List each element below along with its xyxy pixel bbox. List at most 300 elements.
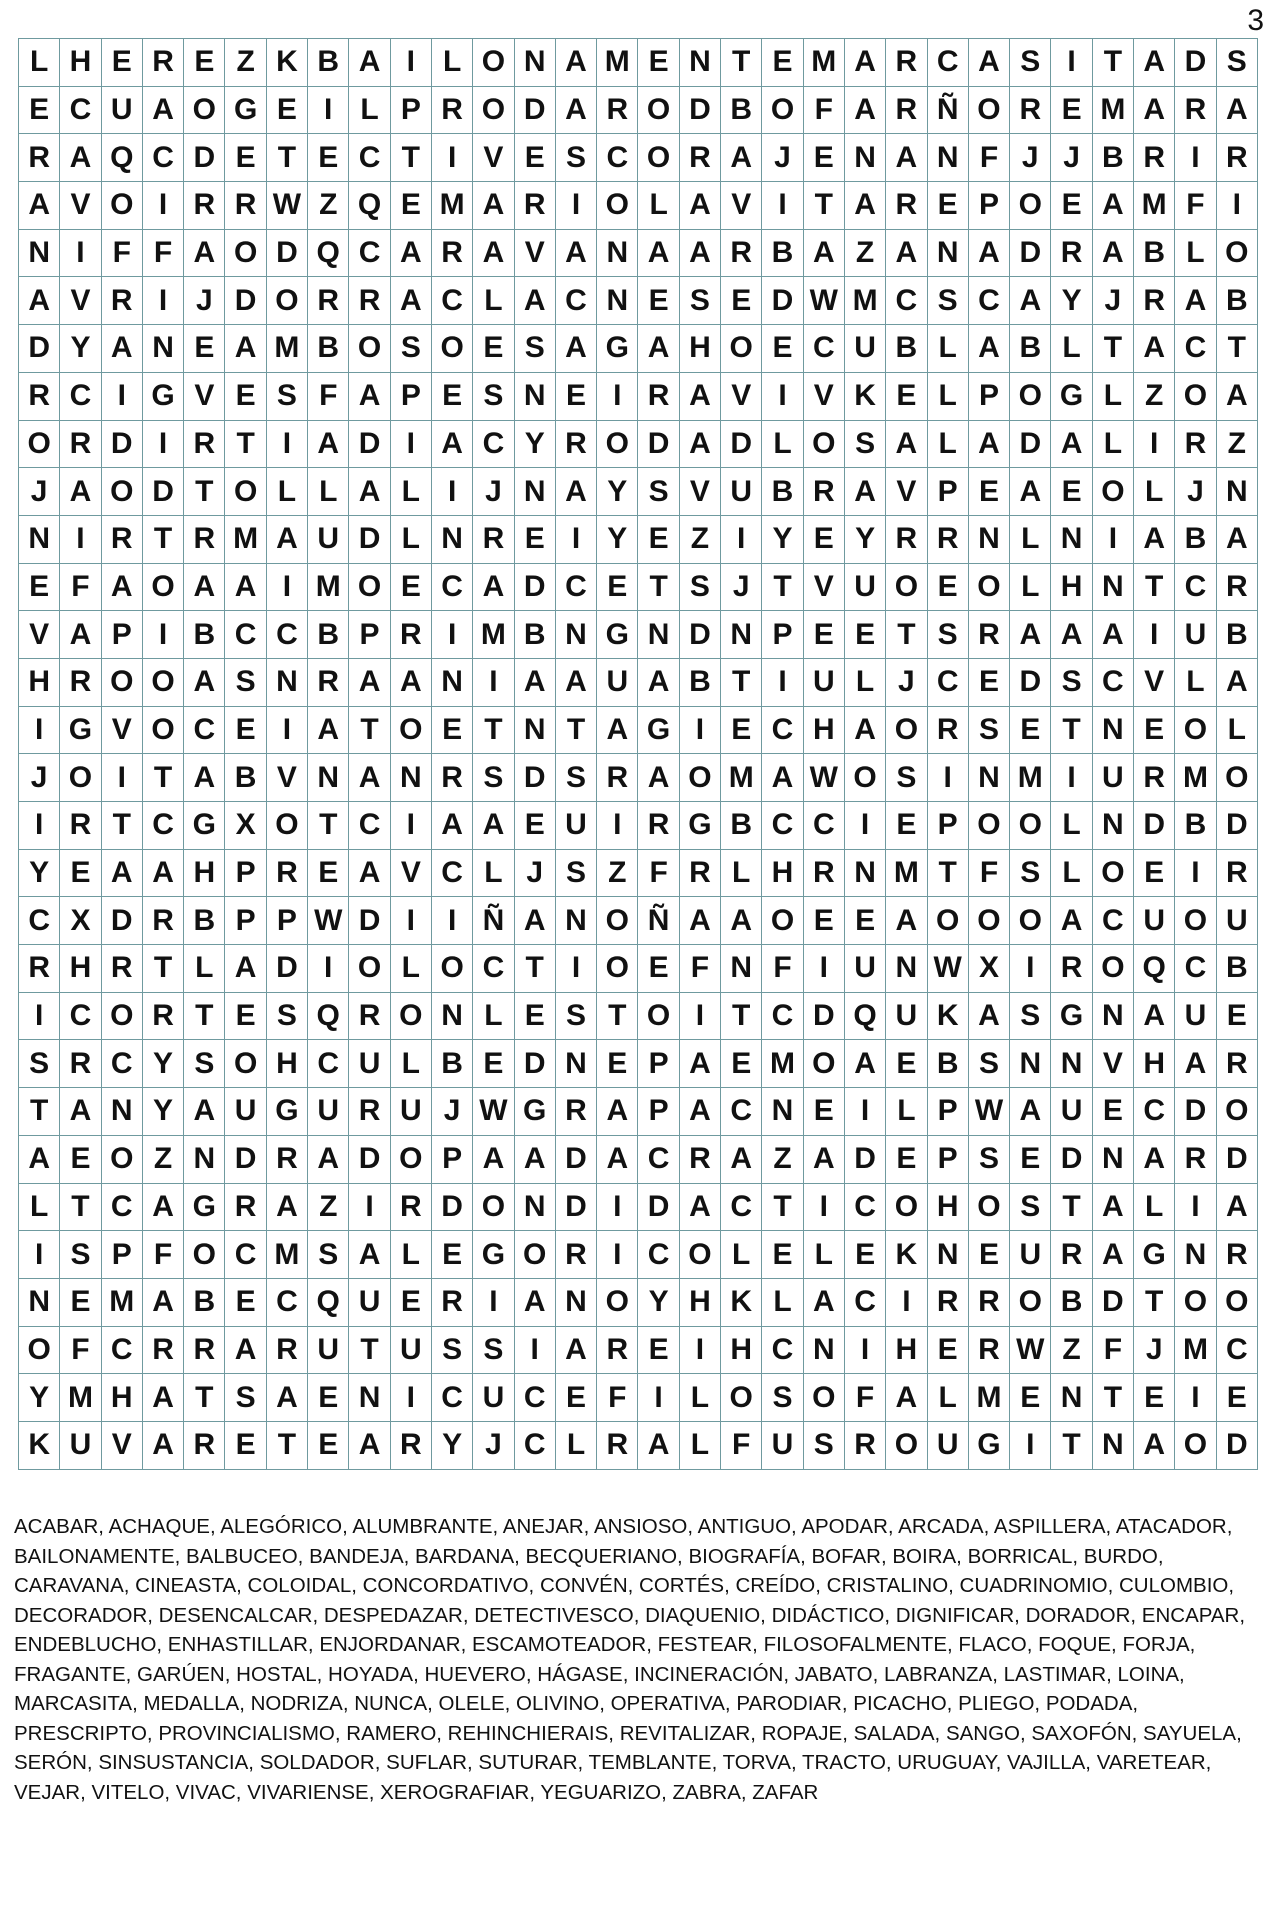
grid-cell[interactable]: I [60, 515, 101, 563]
grid-cell[interactable]: O [225, 468, 266, 516]
grid-cell[interactable]: R [101, 515, 142, 563]
grid-cell[interactable]: E [514, 802, 555, 850]
grid-cell[interactable]: U [927, 1421, 968, 1469]
grid-cell[interactable]: Y [638, 1278, 679, 1326]
grid-cell[interactable]: L [390, 468, 431, 516]
grid-cell[interactable]: R [514, 182, 555, 230]
grid-cell[interactable]: A [555, 658, 596, 706]
grid-cell[interactable]: H [679, 1278, 720, 1326]
grid-cell[interactable]: P [927, 468, 968, 516]
grid-cell[interactable]: Y [142, 1088, 183, 1136]
grid-cell[interactable]: A [679, 1088, 720, 1136]
grid-cell[interactable]: Z [308, 1183, 349, 1231]
grid-cell[interactable]: E [473, 1040, 514, 1088]
grid-cell[interactable]: V [184, 372, 225, 420]
grid-cell[interactable]: E [390, 1278, 431, 1326]
grid-cell[interactable]: T [762, 1183, 803, 1231]
grid-cell[interactable]: G [225, 86, 266, 134]
grid-cell[interactable]: E [60, 849, 101, 897]
grid-cell[interactable]: U [803, 658, 844, 706]
grid-cell[interactable]: A [60, 134, 101, 182]
grid-cell[interactable]: L [473, 849, 514, 897]
grid-cell[interactable]: W [927, 945, 968, 993]
grid-cell[interactable]: E [803, 134, 844, 182]
grid-cell[interactable]: A [184, 754, 225, 802]
grid-cell[interactable]: V [679, 468, 720, 516]
grid-cell[interactable]: D [1092, 1278, 1133, 1326]
grid-cell[interactable]: N [19, 229, 60, 277]
grid-cell[interactable]: E [555, 372, 596, 420]
grid-cell[interactable]: N [927, 1231, 968, 1279]
grid-cell[interactable]: M [60, 1374, 101, 1422]
grid-cell[interactable]: T [266, 134, 307, 182]
grid-cell[interactable]: O [1092, 945, 1133, 993]
grid-cell[interactable]: D [19, 325, 60, 373]
grid-cell[interactable]: A [225, 563, 266, 611]
grid-cell[interactable]: O [1175, 706, 1216, 754]
grid-cell[interactable]: R [1216, 849, 1257, 897]
grid-cell[interactable]: E [886, 372, 927, 420]
grid-cell[interactable]: O [184, 86, 225, 134]
grid-cell[interactable]: V [803, 372, 844, 420]
grid-cell[interactable]: P [762, 611, 803, 659]
grid-cell[interactable]: O [225, 229, 266, 277]
grid-cell[interactable]: E [762, 325, 803, 373]
grid-cell[interactable]: R [1051, 229, 1092, 277]
grid-cell[interactable]: E [1051, 468, 1092, 516]
grid-cell[interactable]: A [679, 229, 720, 277]
grid-cell[interactable]: F [762, 945, 803, 993]
grid-cell[interactable]: I [60, 229, 101, 277]
grid-cell[interactable]: Ñ [927, 86, 968, 134]
grid-cell[interactable]: I [886, 1278, 927, 1326]
grid-cell[interactable]: B [308, 39, 349, 87]
grid-cell[interactable]: N [1092, 563, 1133, 611]
grid-cell[interactable]: E [1134, 1374, 1175, 1422]
grid-cell[interactable]: A [184, 658, 225, 706]
grid-cell[interactable]: T [1134, 563, 1175, 611]
grid-cell[interactable]: V [721, 372, 762, 420]
grid-cell[interactable]: A [1134, 325, 1175, 373]
grid-cell[interactable]: M [1175, 1326, 1216, 1374]
grid-cell[interactable]: L [19, 1183, 60, 1231]
grid-cell[interactable]: B [308, 611, 349, 659]
grid-cell[interactable]: S [1010, 992, 1051, 1040]
grid-cell[interactable]: J [1092, 277, 1133, 325]
grid-cell[interactable]: E [1134, 706, 1175, 754]
grid-cell[interactable]: L [927, 1374, 968, 1422]
grid-cell[interactable]: O [390, 706, 431, 754]
grid-cell[interactable]: E [638, 945, 679, 993]
grid-cell[interactable]: I [597, 1183, 638, 1231]
grid-cell[interactable]: A [844, 86, 885, 134]
grid-cell[interactable]: V [390, 849, 431, 897]
grid-cell[interactable]: U [1051, 1088, 1092, 1136]
grid-cell[interactable]: I [142, 182, 183, 230]
grid-cell[interactable]: L [349, 86, 390, 134]
grid-cell[interactable]: A [266, 515, 307, 563]
grid-cell[interactable]: R [1010, 86, 1051, 134]
grid-cell[interactable]: D [844, 1135, 885, 1183]
grid-cell[interactable]: A [555, 86, 596, 134]
grid-cell[interactable]: N [1010, 1040, 1051, 1088]
grid-cell[interactable]: S [60, 1231, 101, 1279]
grid-cell[interactable]: O [968, 86, 1009, 134]
grid-cell[interactable]: N [1175, 1231, 1216, 1279]
grid-cell[interactable]: I [390, 1374, 431, 1422]
grid-cell[interactable]: F [101, 229, 142, 277]
grid-cell[interactable]: H [60, 39, 101, 87]
grid-cell[interactable]: L [308, 468, 349, 516]
grid-cell[interactable]: M [225, 515, 266, 563]
grid-cell[interactable]: A [638, 754, 679, 802]
grid-cell[interactable]: W [803, 754, 844, 802]
grid-cell[interactable]: D [349, 515, 390, 563]
grid-cell[interactable]: O [1092, 849, 1133, 897]
grid-cell[interactable]: H [1134, 1040, 1175, 1088]
grid-cell[interactable]: I [431, 897, 472, 945]
grid-cell[interactable]: J [473, 1421, 514, 1469]
grid-cell[interactable]: N [927, 229, 968, 277]
grid-cell[interactable]: R [60, 802, 101, 850]
grid-cell[interactable]: C [927, 39, 968, 87]
grid-cell[interactable]: O [844, 754, 885, 802]
grid-cell[interactable]: A [721, 1135, 762, 1183]
grid-cell[interactable]: A [101, 849, 142, 897]
grid-cell[interactable]: E [886, 1135, 927, 1183]
grid-cell[interactable]: Q [101, 134, 142, 182]
grid-cell[interactable]: I [266, 706, 307, 754]
grid-cell[interactable]: O [1175, 1421, 1216, 1469]
grid-cell[interactable]: U [473, 1374, 514, 1422]
grid-cell[interactable]: T [721, 39, 762, 87]
grid-cell[interactable]: O [597, 182, 638, 230]
grid-cell[interactable]: U [101, 86, 142, 134]
grid-cell[interactable]: A [349, 468, 390, 516]
grid-cell[interactable]: E [60, 1135, 101, 1183]
grid-cell[interactable]: N [308, 754, 349, 802]
grid-cell[interactable]: E [225, 992, 266, 1040]
grid-cell[interactable]: L [1134, 468, 1175, 516]
grid-cell[interactable]: B [762, 229, 803, 277]
grid-cell[interactable]: I [101, 754, 142, 802]
grid-cell[interactable]: E [19, 563, 60, 611]
grid-cell[interactable]: H [101, 1374, 142, 1422]
grid-cell[interactable]: R [225, 1183, 266, 1231]
grid-cell[interactable]: T [184, 468, 225, 516]
grid-cell[interactable]: F [803, 86, 844, 134]
grid-cell[interactable]: C [844, 1183, 885, 1231]
grid-cell[interactable]: L [266, 468, 307, 516]
grid-cell[interactable]: U [390, 1326, 431, 1374]
grid-cell[interactable]: A [886, 229, 927, 277]
grid-cell[interactable]: R [1216, 1040, 1257, 1088]
grid-cell[interactable]: C [762, 1326, 803, 1374]
grid-cell[interactable]: L [1051, 325, 1092, 373]
grid-cell[interactable]: F [968, 134, 1009, 182]
grid-cell[interactable]: P [349, 611, 390, 659]
grid-cell[interactable]: R [1134, 277, 1175, 325]
grid-cell[interactable]: T [266, 1421, 307, 1469]
grid-cell[interactable]: A [555, 1326, 596, 1374]
grid-cell[interactable]: N [514, 468, 555, 516]
grid-cell[interactable]: R [390, 611, 431, 659]
grid-cell[interactable]: A [184, 563, 225, 611]
grid-cell[interactable]: C [266, 611, 307, 659]
grid-cell[interactable]: C [473, 945, 514, 993]
grid-cell[interactable]: R [1175, 1135, 1216, 1183]
grid-cell[interactable]: R [679, 849, 720, 897]
grid-cell[interactable]: S [968, 1040, 1009, 1088]
grid-cell[interactable]: C [968, 277, 1009, 325]
grid-cell[interactable]: I [1010, 945, 1051, 993]
grid-cell[interactable]: J [1134, 1326, 1175, 1374]
grid-cell[interactable]: C [1175, 325, 1216, 373]
grid-cell[interactable]: Ñ [473, 897, 514, 945]
grid-cell[interactable]: U [1175, 992, 1216, 1040]
grid-cell[interactable]: T [555, 706, 596, 754]
grid-cell[interactable]: A [1134, 86, 1175, 134]
grid-cell[interactable]: S [927, 277, 968, 325]
grid-cell[interactable]: M [886, 849, 927, 897]
grid-cell[interactable]: S [266, 372, 307, 420]
grid-cell[interactable]: C [638, 1135, 679, 1183]
grid-cell[interactable]: D [1175, 39, 1216, 87]
grid-cell[interactable]: P [968, 372, 1009, 420]
grid-cell[interactable]: O [638, 86, 679, 134]
grid-cell[interactable]: A [679, 372, 720, 420]
grid-cell[interactable]: I [101, 372, 142, 420]
grid-cell[interactable]: I [1092, 515, 1133, 563]
grid-cell[interactable]: T [721, 658, 762, 706]
grid-cell[interactable]: E [390, 563, 431, 611]
grid-cell[interactable]: O [184, 1231, 225, 1279]
grid-cell[interactable]: I [431, 468, 472, 516]
grid-cell[interactable]: A [1134, 515, 1175, 563]
grid-cell[interactable]: C [60, 86, 101, 134]
grid-cell[interactable]: A [1216, 86, 1257, 134]
grid-cell[interactable]: A [968, 229, 1009, 277]
grid-cell[interactable]: Y [1051, 277, 1092, 325]
grid-cell[interactable]: A [60, 468, 101, 516]
grid-cell[interactable]: N [514, 706, 555, 754]
grid-cell[interactable]: I [555, 182, 596, 230]
grid-cell[interactable]: A [473, 802, 514, 850]
grid-cell[interactable]: E [886, 802, 927, 850]
grid-cell[interactable]: L [390, 945, 431, 993]
grid-cell[interactable]: N [555, 897, 596, 945]
grid-cell[interactable]: I [679, 1326, 720, 1374]
grid-cell[interactable]: D [638, 1183, 679, 1231]
grid-cell[interactable]: U [349, 1040, 390, 1088]
grid-cell[interactable]: C [101, 1040, 142, 1088]
grid-cell[interactable]: P [638, 1088, 679, 1136]
grid-cell[interactable]: N [968, 515, 1009, 563]
grid-cell[interactable]: H [927, 1183, 968, 1231]
grid-cell[interactable]: S [473, 1326, 514, 1374]
grid-cell[interactable]: I [1051, 39, 1092, 87]
grid-cell[interactable]: L [390, 1040, 431, 1088]
grid-cell[interactable]: O [803, 1374, 844, 1422]
grid-cell[interactable]: Z [762, 1135, 803, 1183]
grid-cell[interactable]: J [19, 468, 60, 516]
grid-cell[interactable]: S [1051, 658, 1092, 706]
grid-cell[interactable]: R [1051, 945, 1092, 993]
grid-cell[interactable]: F [638, 849, 679, 897]
grid-cell[interactable]: S [679, 563, 720, 611]
grid-cell[interactable]: N [1216, 468, 1257, 516]
grid-cell[interactable]: E [266, 86, 307, 134]
grid-cell[interactable]: B [184, 1278, 225, 1326]
grid-cell[interactable]: A [1216, 372, 1257, 420]
grid-cell[interactable]: C [225, 1231, 266, 1279]
grid-cell[interactable]: A [1010, 1088, 1051, 1136]
grid-cell[interactable]: B [184, 611, 225, 659]
grid-cell[interactable]: A [308, 420, 349, 468]
grid-cell[interactable]: E [762, 39, 803, 87]
grid-cell[interactable]: S [968, 706, 1009, 754]
grid-cell[interactable]: C [431, 1374, 472, 1422]
grid-cell[interactable]: T [514, 945, 555, 993]
grid-cell[interactable]: I [514, 1326, 555, 1374]
grid-cell[interactable]: R [886, 86, 927, 134]
grid-cell[interactable]: T [390, 134, 431, 182]
grid-cell[interactable]: O [514, 1231, 555, 1279]
grid-cell[interactable]: G [184, 802, 225, 850]
grid-cell[interactable]: N [638, 611, 679, 659]
grid-cell[interactable]: P [266, 897, 307, 945]
grid-cell[interactable]: R [184, 420, 225, 468]
grid-cell[interactable]: V [886, 468, 927, 516]
grid-cell[interactable]: H [60, 945, 101, 993]
grid-cell[interactable]: O [968, 1183, 1009, 1231]
grid-cell[interactable]: H [886, 1326, 927, 1374]
grid-cell[interactable]: C [142, 134, 183, 182]
grid-cell[interactable]: L [19, 39, 60, 87]
grid-cell[interactable]: O [19, 420, 60, 468]
grid-cell[interactable]: A [184, 1088, 225, 1136]
grid-cell[interactable]: E [431, 706, 472, 754]
grid-cell[interactable]: U [308, 1088, 349, 1136]
grid-cell[interactable]: Y [19, 849, 60, 897]
grid-cell[interactable]: W [1010, 1326, 1051, 1374]
grid-cell[interactable]: L [1175, 658, 1216, 706]
grid-cell[interactable]: I [1051, 754, 1092, 802]
grid-cell[interactable]: A [308, 1135, 349, 1183]
grid-cell[interactable]: I [679, 706, 720, 754]
grid-cell[interactable]: C [844, 1278, 885, 1326]
grid-cell[interactable]: Y [60, 325, 101, 373]
grid-cell[interactable]: Y [762, 515, 803, 563]
grid-cell[interactable]: F [60, 563, 101, 611]
grid-cell[interactable]: A [844, 468, 885, 516]
grid-cell[interactable]: O [349, 563, 390, 611]
grid-cell[interactable]: E [60, 1278, 101, 1326]
grid-cell[interactable]: A [349, 372, 390, 420]
grid-cell[interactable]: C [19, 897, 60, 945]
grid-cell[interactable]: G [514, 1088, 555, 1136]
grid-cell[interactable]: A [886, 420, 927, 468]
grid-cell[interactable]: Ñ [638, 897, 679, 945]
grid-cell[interactable]: I [308, 945, 349, 993]
grid-cell[interactable]: N [679, 39, 720, 87]
grid-cell[interactable]: O [1010, 897, 1051, 945]
grid-cell[interactable]: R [349, 992, 390, 1040]
grid-cell[interactable]: H [721, 1326, 762, 1374]
grid-cell[interactable]: U [886, 992, 927, 1040]
grid-cell[interactable]: S [555, 754, 596, 802]
grid-cell[interactable]: N [886, 945, 927, 993]
grid-cell[interactable]: R [597, 1326, 638, 1374]
grid-cell[interactable]: L [1092, 372, 1133, 420]
grid-cell[interactable]: G [1134, 1231, 1175, 1279]
grid-cell[interactable]: A [514, 1135, 555, 1183]
grid-cell[interactable]: S [431, 1326, 472, 1374]
grid-cell[interactable]: D [142, 468, 183, 516]
grid-cell[interactable]: F [142, 229, 183, 277]
grid-cell[interactable]: A [1010, 468, 1051, 516]
grid-cell[interactable]: A [266, 1374, 307, 1422]
grid-cell[interactable]: O [762, 86, 803, 134]
grid-cell[interactable]: O [142, 706, 183, 754]
grid-cell[interactable]: E [968, 468, 1009, 516]
grid-cell[interactable]: O [638, 992, 679, 1040]
grid-cell[interactable]: F [679, 945, 720, 993]
grid-cell[interactable]: T [1134, 1278, 1175, 1326]
grid-cell[interactable]: M [473, 611, 514, 659]
grid-cell[interactable]: A [225, 325, 266, 373]
grid-cell[interactable]: A [638, 1421, 679, 1469]
grid-cell[interactable]: I [803, 945, 844, 993]
grid-cell[interactable]: A [349, 658, 390, 706]
grid-cell[interactable]: C [721, 1088, 762, 1136]
grid-cell[interactable]: A [679, 182, 720, 230]
grid-cell[interactable]: D [349, 420, 390, 468]
grid-cell[interactable]: A [514, 897, 555, 945]
grid-cell[interactable]: E [308, 134, 349, 182]
grid-cell[interactable]: G [142, 372, 183, 420]
grid-cell[interactable]: E [721, 706, 762, 754]
grid-cell[interactable]: T [762, 563, 803, 611]
grid-cell[interactable]: H [266, 1040, 307, 1088]
grid-cell[interactable]: R [308, 277, 349, 325]
grid-cell[interactable]: B [927, 1040, 968, 1088]
grid-cell[interactable]: E [225, 1278, 266, 1326]
grid-cell[interactable]: D [514, 1040, 555, 1088]
grid-cell[interactable]: O [101, 468, 142, 516]
grid-cell[interactable]: Z [844, 229, 885, 277]
grid-cell[interactable]: A [349, 1421, 390, 1469]
grid-cell[interactable]: V [1134, 658, 1175, 706]
grid-cell[interactable]: N [19, 515, 60, 563]
grid-cell[interactable]: Q [844, 992, 885, 1040]
grid-cell[interactable]: O [927, 897, 968, 945]
grid-cell[interactable]: D [266, 945, 307, 993]
grid-cell[interactable]: S [473, 372, 514, 420]
grid-cell[interactable]: I [390, 897, 431, 945]
grid-cell[interactable]: E [638, 515, 679, 563]
grid-cell[interactable]: A [555, 39, 596, 87]
grid-cell[interactable]: B [721, 86, 762, 134]
grid-cell[interactable]: A [1175, 1040, 1216, 1088]
grid-cell[interactable]: C [101, 1183, 142, 1231]
grid-cell[interactable]: Y [597, 515, 638, 563]
grid-cell[interactable]: O [1175, 897, 1216, 945]
grid-cell[interactable]: O [142, 563, 183, 611]
grid-cell[interactable]: E [514, 134, 555, 182]
grid-cell[interactable]: I [638, 1374, 679, 1422]
grid-cell[interactable]: O [1010, 802, 1051, 850]
